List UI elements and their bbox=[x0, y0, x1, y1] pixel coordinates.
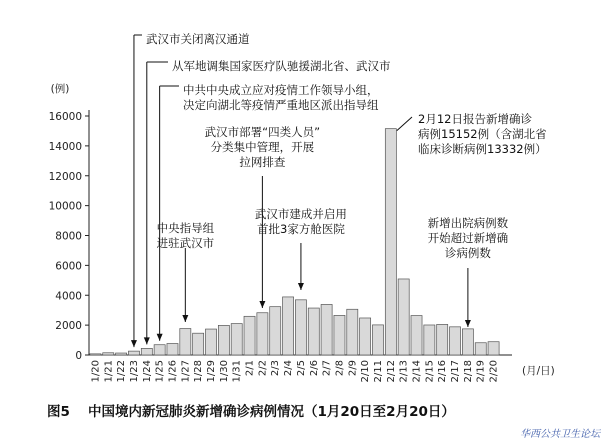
arrow-head-icon bbox=[182, 315, 188, 322]
x-tick-label: 2/5 bbox=[295, 360, 307, 377]
bar-1-28 bbox=[193, 333, 204, 355]
annotation-text: 进驻武汉市 bbox=[156, 236, 215, 250]
bar-1-30 bbox=[218, 325, 229, 355]
arrow-head-icon bbox=[259, 301, 265, 308]
x-tick-label: 2/1 bbox=[244, 360, 256, 377]
x-tick-label: 1/24 bbox=[141, 360, 153, 383]
annotation-text: 武汉市部署“四类人员” bbox=[204, 125, 321, 139]
bar-1-26 bbox=[167, 344, 178, 355]
y-tick-label: 12000 bbox=[48, 170, 82, 183]
x-tick-label: 2/20 bbox=[488, 360, 500, 383]
y-tick-label: 10000 bbox=[48, 200, 82, 213]
bar-2-4 bbox=[283, 297, 294, 355]
x-tick-label: 1/20 bbox=[90, 360, 102, 383]
annotation-line bbox=[397, 117, 412, 131]
y-tick-label: 0 bbox=[75, 350, 82, 362]
bar-2-11 bbox=[372, 325, 383, 355]
x-tick-label: 2/14 bbox=[411, 360, 423, 383]
x-tick-label: 2/3 bbox=[270, 360, 282, 377]
annotation-text: 从军地调集国家医疗队驰援湖北省、武汉市 bbox=[172, 59, 391, 73]
x-axis-title: (月/日) bbox=[522, 365, 555, 377]
arrow-head-icon bbox=[144, 337, 150, 344]
annotation-text: 中共中央成立应对疫情工作领导小组， bbox=[183, 83, 379, 97]
x-tick-label: 2/18 bbox=[462, 360, 474, 383]
bar-2-10 bbox=[360, 318, 371, 355]
x-tick-label: 2/11 bbox=[372, 360, 384, 383]
bar-2-3 bbox=[270, 307, 281, 355]
annotation-text: 病例15152例（含湖北省 bbox=[418, 127, 547, 141]
watermark: 华西公共卫生论坛 bbox=[520, 429, 600, 440]
bar-2-15 bbox=[424, 325, 435, 355]
annotation-text: 中央指导组 bbox=[156, 221, 215, 235]
x-tick-label: 1/26 bbox=[167, 360, 179, 383]
y-tick-label: 14000 bbox=[48, 140, 82, 153]
bar-2-16 bbox=[437, 324, 448, 355]
x-tick-label: 1/25 bbox=[154, 360, 166, 383]
bars-layer bbox=[90, 129, 500, 383]
x-tick-label: 2/7 bbox=[321, 360, 333, 377]
bar-2-1 bbox=[244, 316, 255, 355]
x-tick-label: 2/2 bbox=[257, 360, 269, 377]
x-tick-label: 1/22 bbox=[116, 360, 128, 383]
bar-2-12 bbox=[385, 129, 396, 355]
x-tick-label: 2/19 bbox=[475, 360, 487, 383]
annotation-text: 开始超过新增确 bbox=[427, 231, 509, 245]
x-tick-label: 2/17 bbox=[450, 360, 462, 383]
annotations-layer bbox=[131, 32, 547, 347]
bar-2-8 bbox=[334, 315, 345, 355]
x-tick-label: 2/15 bbox=[424, 360, 436, 383]
bar-2-6 bbox=[308, 308, 319, 355]
x-tick-label: 1/23 bbox=[128, 360, 140, 383]
y-axis-title: (例) bbox=[50, 83, 70, 95]
x-tick-label: 2/8 bbox=[334, 360, 346, 377]
bar-1-27 bbox=[180, 329, 191, 355]
x-tick-label: 2/16 bbox=[437, 360, 449, 383]
x-tick-label: 2/6 bbox=[308, 360, 320, 377]
annotation-text: 新增出院病例数 bbox=[427, 216, 509, 230]
bar-2-2 bbox=[257, 313, 268, 355]
annotation-text: 拉网排查 bbox=[239, 155, 286, 169]
bar-2-9 bbox=[347, 309, 358, 355]
bar-1-24 bbox=[141, 348, 152, 355]
y-tick-label: 4000 bbox=[55, 290, 82, 303]
bar-2-5 bbox=[295, 300, 306, 355]
x-tick-label: 1/30 bbox=[218, 360, 230, 383]
x-tick-label: 2/4 bbox=[283, 360, 295, 377]
bar-2-7 bbox=[321, 304, 332, 355]
figure-number: 图5 bbox=[47, 404, 70, 420]
x-tick-label: 1/31 bbox=[231, 360, 243, 383]
y-tick-label: 2000 bbox=[55, 320, 82, 333]
annotation-text: 临床诊断病例13332例） bbox=[418, 142, 547, 156]
bar-2-17 bbox=[450, 327, 461, 355]
y-tick-label: 6000 bbox=[55, 260, 82, 273]
figure-caption: 中国境内新冠肺炎新增确诊病例情况（1月20日至2月20日） bbox=[88, 404, 455, 420]
bar-1-20 bbox=[90, 354, 101, 355]
x-tick-label: 2/9 bbox=[347, 360, 359, 377]
x-tick-label: 1/29 bbox=[206, 360, 218, 383]
x-tick-label: 2/10 bbox=[360, 360, 372, 383]
bar-2-18 bbox=[462, 329, 473, 355]
bar-2-13 bbox=[398, 279, 409, 355]
bar-2-14 bbox=[411, 316, 422, 355]
arrow-head-icon bbox=[465, 320, 471, 327]
annotation-text: 首批3家方舱医院 bbox=[257, 222, 345, 236]
annotation-text: 分类集中管理，开展 bbox=[210, 140, 315, 154]
y-tick-label: 8000 bbox=[55, 230, 82, 243]
annotation-text: 武汉市建成并启用 bbox=[254, 207, 347, 221]
x-tick-label: 1/28 bbox=[193, 360, 205, 383]
y-tick-label: 16000 bbox=[48, 111, 82, 123]
x-tick-label: 1/21 bbox=[103, 360, 115, 383]
annotation-text: 决定向湖北等疫情严重地区派出指导组 bbox=[183, 98, 379, 112]
bar-1-31 bbox=[231, 324, 242, 355]
x-tick-label: 2/12 bbox=[385, 360, 397, 383]
annotation-text: 诊病例数 bbox=[444, 246, 491, 260]
bar-1-21 bbox=[103, 353, 114, 355]
bar-1-25 bbox=[154, 345, 165, 355]
bar-2-20 bbox=[488, 342, 499, 355]
bar-1-22 bbox=[116, 353, 127, 355]
x-tick-label: 2/13 bbox=[398, 360, 410, 383]
annotation-text: 2月12日报告新增确诊 bbox=[418, 112, 532, 126]
bar-1-23 bbox=[128, 351, 139, 355]
arrow-head-icon bbox=[131, 340, 137, 347]
arrow-head-icon bbox=[157, 334, 163, 341]
bar-2-19 bbox=[475, 343, 486, 355]
arrow-head-icon bbox=[298, 283, 304, 290]
bar-1-29 bbox=[205, 329, 216, 355]
x-tick-label: 1/27 bbox=[180, 360, 192, 383]
annotation-text: 武汉市关闭离汉通道 bbox=[146, 32, 250, 46]
